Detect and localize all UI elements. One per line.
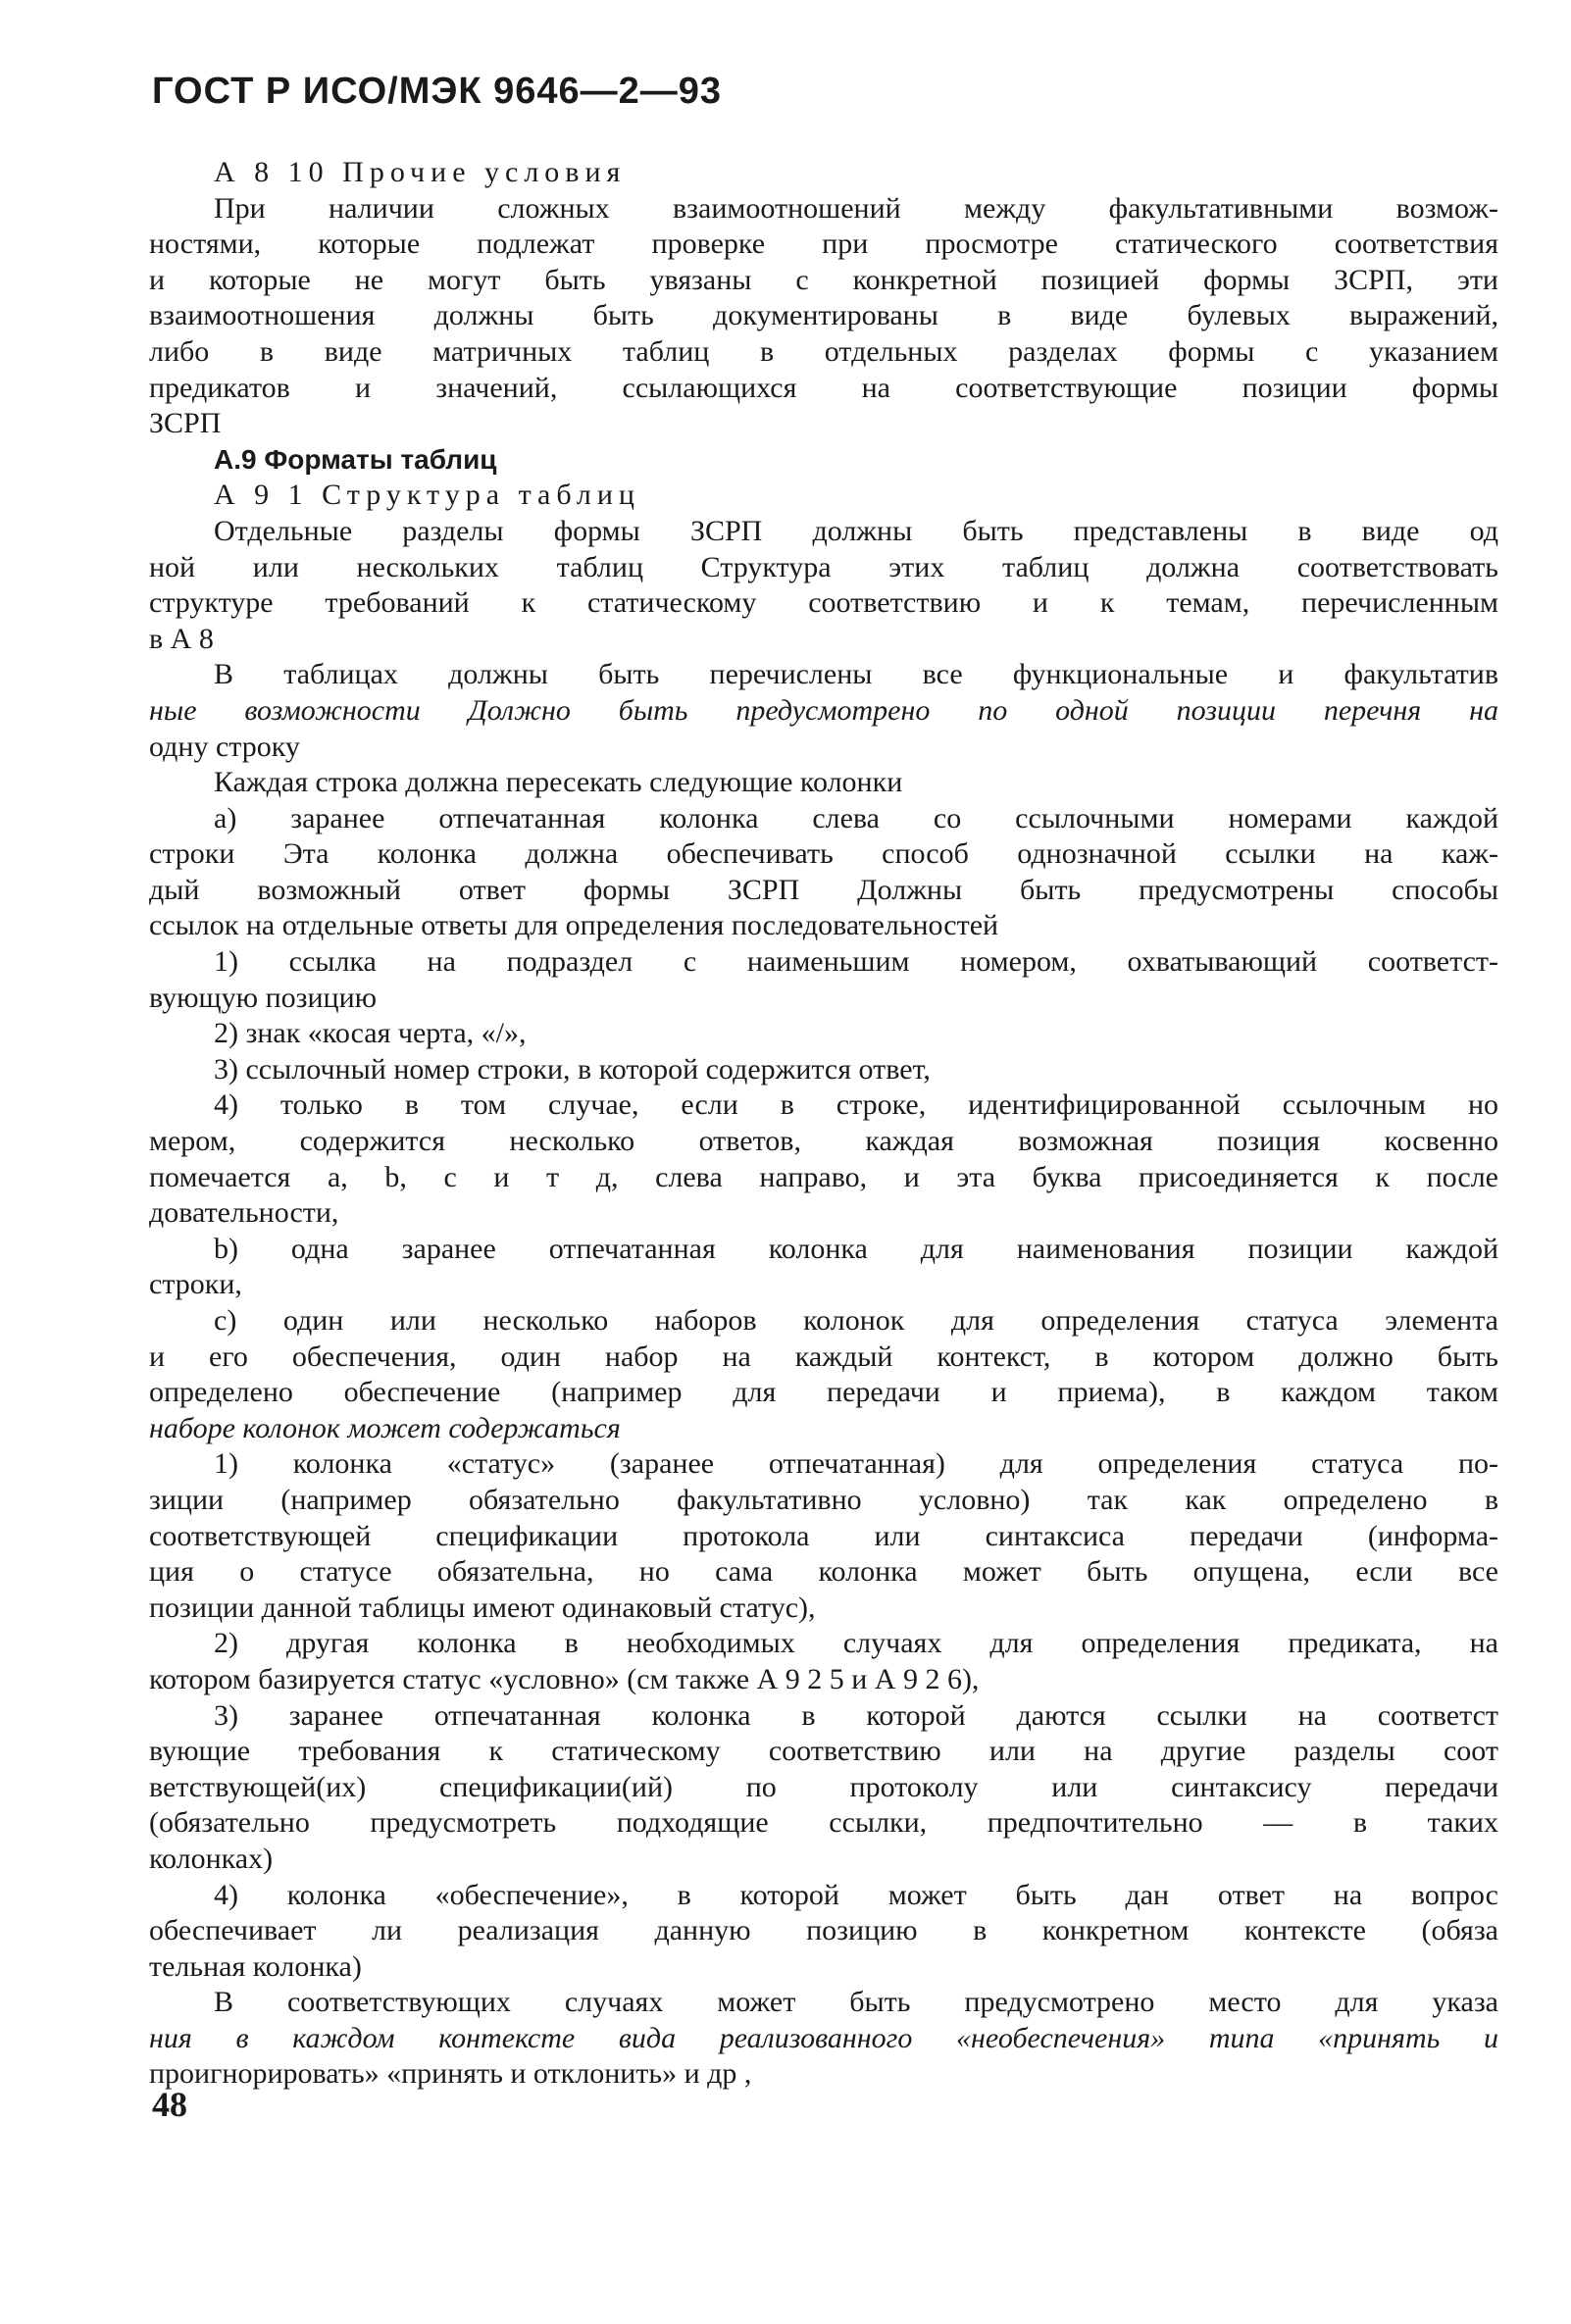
text-line: В таблицах должны быть перечислены все функциональные и факультатив xyxy=(214,658,1498,691)
text-line: Каждая строка должна пересекать следующие колонки xyxy=(214,766,903,799)
text-line: позиции данной таблицы имеют одинаковый статус), xyxy=(149,1591,816,1624)
page-number: 48 xyxy=(152,2085,187,2124)
text-line: зиции (например обязательно факультативно условно) так как определено в xyxy=(149,1483,1498,1516)
text-line: 2) другая колонка в необходимых случаях для определения предиката, на xyxy=(214,1627,1498,1660)
text-line: определено обеспечение (например для передачи и приема), в каждом таком xyxy=(149,1376,1498,1409)
text-line: ной или нескольких таблиц Структура этих таблиц должна соответствовать xyxy=(149,550,1498,583)
text-line: А 8 10 Прочие условия xyxy=(214,156,627,188)
text-line: ссылок на отдельные ответы для определения последовательностей xyxy=(149,909,999,942)
text-line: b) одна заранее отпечатанная колонка для наименования позиции каждой xyxy=(214,1232,1498,1265)
text-line: колонках) xyxy=(149,1842,274,1875)
text-line: довательности, xyxy=(149,1196,339,1230)
text-line: и его обеспечения, один набор на каждый контекст, в котором должно быть xyxy=(149,1339,1498,1373)
text-line: ния в каждом контексте вида реализованного «необеспечения» типа «принять и xyxy=(149,2021,1498,2054)
text-line: А.9 Форматы таблиц xyxy=(214,443,497,475)
text-line: и которые не могут быть увязаны с конкретной позицией формы ЗСРП, эти xyxy=(149,263,1498,296)
text-line: ные возможности Должно быть предусмотрено по одной позиции перечня на xyxy=(149,693,1498,727)
text-line: вующую позицию xyxy=(149,981,378,1014)
page-header: ГОСТ Р ИСО/МЭК 9646—2—93 xyxy=(152,71,723,112)
text-line: 1) колонка «статус» (заранее отпечатанная) для определения статуса по- xyxy=(214,1447,1498,1481)
text-line: (обязательно предусмотреть подходящие ссылки, предпочтительно — в таких xyxy=(149,1806,1498,1840)
text-line: 2) знак «косая черта, «/», xyxy=(214,1017,527,1050)
text-line: котором базируется статус «условно» (см также А 9 2 5 и А 9 2 6), xyxy=(149,1662,980,1695)
text-line: а) заранее отпечатанная колонка слева со ссылочными номерами каждой xyxy=(214,801,1498,834)
text-line: 1) ссылка на подраздел с наименьшим номером, охватывающий соответст- xyxy=(214,945,1498,979)
text-line: либо в виде матричных таблиц в отдельных разделах формы с указанием xyxy=(149,334,1498,368)
text-line: структуре требований к статическому соответствию и к темам, перечисленным xyxy=(149,586,1498,620)
text-line: строки Эта колонка должна обеспечивать способ однозначной ссылки на каж- xyxy=(149,837,1498,871)
text-line: обеспечивает ли реализация данную позицию в конкретном контексте (обяза xyxy=(149,1914,1498,1947)
text-line: Отдельные разделы формы ЗСРП должны быть представлены в виде од xyxy=(214,514,1498,547)
body-text xyxy=(149,155,1498,2093)
text-line: 3) ссылочный номер строки, в которой содержится ответ, xyxy=(214,1052,931,1086)
text-line: ветствующей(их) спецификации(ий) по протоколу или синтаксису передачи xyxy=(149,1770,1498,1803)
text-line: В соответствующих случаях может быть предусмотрено место для указа xyxy=(214,1986,1498,2019)
text-line: соответствующей спецификации протокола или синтаксиса передачи (информа- xyxy=(149,1519,1498,1552)
text-line: ция о статусе обязательна, но сама колонка может быть опущена, если все xyxy=(149,1555,1498,1589)
text-line: одну строку xyxy=(149,730,300,763)
text-line: 4) только в том случае, если в строке, идентифицированной ссылочным но xyxy=(214,1088,1498,1122)
text-line: проигнорировать» «принять и отклонить» и др , xyxy=(149,2057,752,2091)
text-line: в А 8 xyxy=(149,622,214,655)
text-line: строки, xyxy=(149,1268,242,1301)
text-line: наборе колонок может содержаться xyxy=(149,1411,621,1444)
text-line: взаимоотношения должны быть документированы в виде булевых выражений, xyxy=(149,299,1498,332)
text-line: ЗСРП xyxy=(149,407,222,440)
text-line: предикатов и значений, ссылающихся на соответствующие позиции формы xyxy=(149,371,1498,404)
text-line: А 9 1 Структура таблиц xyxy=(214,479,640,512)
text-line: дый возможный ответ формы ЗСРП Должны быть предусмотрены способы xyxy=(149,873,1498,906)
text-line: 3) заранее отпечатанная колонка в которой даются ссылки на соответст xyxy=(214,1698,1498,1732)
text-line: ностями, которые подлежат проверке при просмотре статического соответствия xyxy=(149,227,1498,261)
text-line: При наличии сложных взаимоотношений между факультативными возмож- xyxy=(214,191,1498,225)
text-line: мером, содержится несколько ответов, каждая возможная позиция косвенно xyxy=(149,1125,1498,1158)
text-line: помечается а, b, с и т д, слева направо, и эта буква присоединяется к после xyxy=(149,1160,1498,1193)
text-line: 4) колонка «обеспечение», в которой может быть дан ответ на вопрос xyxy=(214,1878,1498,1911)
text-line: вующие требования к статическому соответствию или на другие разделы соот xyxy=(149,1735,1498,1768)
text-line: с) один или несколько наборов колонок для определения статуса элемента xyxy=(214,1304,1498,1337)
text-line: тельная колонка) xyxy=(149,1949,362,1983)
